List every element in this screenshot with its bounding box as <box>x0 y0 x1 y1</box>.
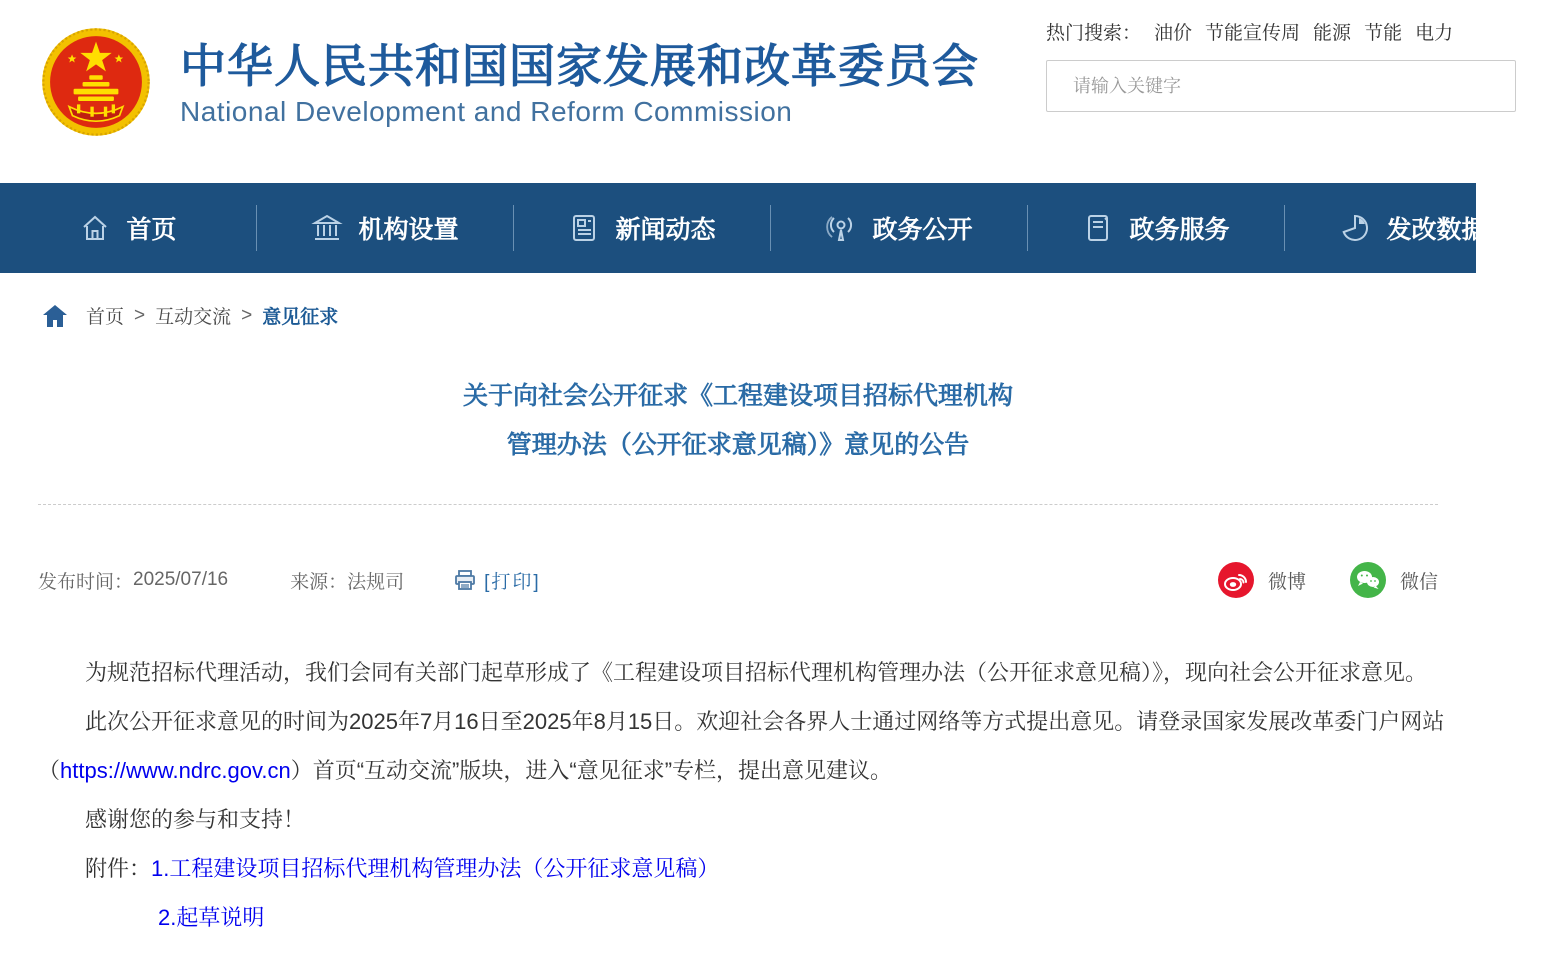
nav-label: 新闻动态 <box>615 216 716 244</box>
wechat-label: 微信 <box>1399 571 1438 593</box>
article-meta-row <box>38 560 1438 600</box>
publish-time-value: 2025/07/16 <box>133 569 229 590</box>
breadcrumb-separator: > <box>134 304 146 326</box>
paragraph-2-text: 此次公开征求意见的时间为2025年7月16日至2025年8月15日。欢迎社会各界人士通过网络等方式提出意见。请登录国家发展改革委门户网站（ <box>38 709 1445 783</box>
site-title-chinese: 中华人民共和国国家发展和改革委员会 <box>180 40 979 92</box>
publish-time-label: 发布时间： <box>38 571 134 593</box>
hot-search-label: 热门搜索： <box>1046 23 1142 44</box>
breadcrumb-separator: > <box>241 304 253 326</box>
attachment-1-link[interactable]: 1.工程建设项目招标代理机构管理办法（公开征求意见稿） <box>151 856 720 881</box>
paragraph-2-text-after: ）首页“互动交流”版块，进入“意见征求”专栏，提出意见建议。 <box>290 758 893 783</box>
source-label: 来源： <box>290 571 348 593</box>
hot-search-item-electricity[interactable]: 电力 <box>1415 23 1454 44</box>
article-title-line1: 关于向社会公开征求《工程建设项目招标代理机构 <box>462 382 1013 410</box>
breadcrumb-item-home[interactable]: 首页 <box>86 307 125 328</box>
nav-label: 政务服务 <box>1129 216 1230 244</box>
site-header <box>0 0 1476 183</box>
article-title <box>0 372 1476 470</box>
hot-search-bar <box>1046 18 1453 45</box>
attachment-2-link[interactable]: 2.起草说明 <box>158 905 265 930</box>
share-weibo-button[interactable] <box>1218 562 1306 598</box>
breadcrumb-home-icon[interactable] <box>42 304 68 328</box>
weibo-icon <box>1218 562 1254 598</box>
nav-item-organization[interactable] <box>257 183 513 273</box>
site-title-english: National Development and Reform Commission <box>180 96 793 127</box>
share-buttons <box>1174 562 1438 598</box>
institution-icon <box>311 212 343 244</box>
search-box <box>1046 60 1516 112</box>
news-icon <box>568 212 600 244</box>
nav-item-gov-services[interactable] <box>1028 183 1284 273</box>
title-divider <box>38 504 1438 505</box>
printer-icon <box>454 569 476 591</box>
print-label: [打印] <box>484 571 541 593</box>
home-icon <box>79 212 111 244</box>
breadcrumb-item-interaction[interactable]: 互动交流 <box>155 307 232 328</box>
broadcast-icon <box>825 212 857 244</box>
breadcrumb-item-current: 意见征求 <box>262 307 339 328</box>
nav-item-news[interactable] <box>514 183 770 273</box>
breadcrumb <box>42 302 338 329</box>
site-titles <box>180 40 979 130</box>
search-input[interactable] <box>1047 61 1515 111</box>
main-nav <box>0 183 1487 273</box>
nav-item-gov-disclosure[interactable] <box>771 183 1027 273</box>
hot-search-item-energy[interactable]: 能源 <box>1313 23 1352 44</box>
document-icon <box>1082 212 1114 244</box>
share-wechat-button[interactable] <box>1350 562 1438 598</box>
nav-item-ndrc-data[interactable] <box>1285 183 1541 273</box>
article-title-line2: 管理办法（公开征求意见稿）》意见的公告 <box>506 431 970 459</box>
hot-search-item-oil-price[interactable]: 油价 <box>1154 23 1193 44</box>
attachments-line2 <box>38 893 1452 942</box>
hot-search-item-energy-saving[interactable]: 节能 <box>1364 23 1403 44</box>
meta-left <box>38 567 541 594</box>
pie-chart-icon <box>1339 212 1371 244</box>
wechat-icon <box>1350 562 1386 598</box>
hot-search-item-energy-week[interactable]: 节能宣传周 <box>1205 23 1301 44</box>
paragraph-2 <box>38 697 1452 795</box>
nav-label: 机构设置 <box>358 216 459 244</box>
article-body <box>38 648 1452 942</box>
nav-label: 政务公开 <box>872 216 973 244</box>
source-value: 法规司 <box>347 571 405 593</box>
paragraph-thanks: 感谢您的参与和支持！ <box>85 807 306 832</box>
nav-label: 发改数据 <box>1386 216 1487 244</box>
attachments-line1 <box>38 844 1452 893</box>
print-button[interactable] <box>454 567 541 594</box>
nav-label: 首页 <box>126 216 177 244</box>
nav-item-home[interactable] <box>0 183 256 273</box>
attachments-label: 附件： <box>85 856 152 881</box>
paragraph-1: 为规范招标代理活动，我们会同有关部门起草形成了《工程建设项目招标代理机构管理办法（公开征求意见稿）》，现向社会公开征求意见。 <box>85 660 1428 685</box>
national-emblem-icon <box>40 24 152 140</box>
ndrc-website-link[interactable]: https://www.ndrc.gov.cn <box>60 758 291 783</box>
weibo-label: 微博 <box>1267 571 1306 593</box>
